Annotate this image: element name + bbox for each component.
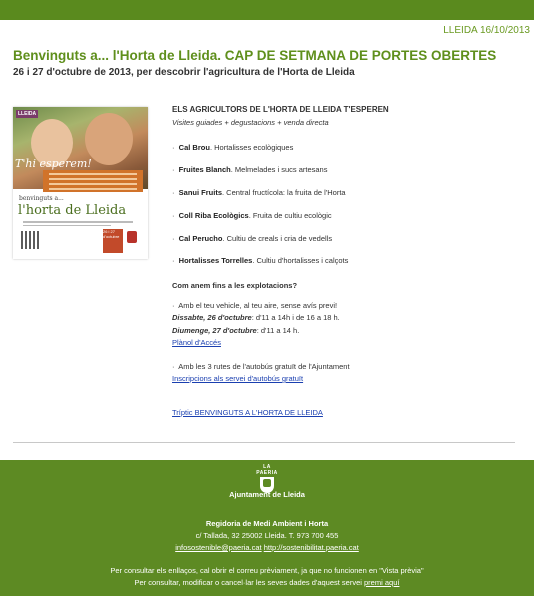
farm-name: Sanui Fruits <box>178 188 223 197</box>
farm-name: Cal Brou <box>178 143 210 152</box>
date-label: LLEIDA 16/10/2013 <box>443 25 530 36</box>
farm-item: · Fruites Blanch. Melmelades i sucs artesans <box>172 165 328 174</box>
farm-name: Cal Perucho <box>178 234 223 243</box>
sunday-label: Diumenge, 27 d'octubre <box>172 326 257 335</box>
dept-name: Regidoria de Medi Ambient i Horta <box>205 519 329 528</box>
poster-name: l'horta de Lleida <box>18 203 127 218</box>
farm-item: · Sanui Fruits. Central fructícola: la fruita de l'Horta <box>172 188 346 197</box>
farm-desc: . Central fructícola: la fruita de l'Horta <box>222 188 346 197</box>
intro-text: Visites guiades + degustacions + venda directa <box>172 118 329 127</box>
page-subtitle: 26 i 27 d'octubre de 2013, per descobrir l'agricultura de l'Horta de Lleida <box>13 67 355 78</box>
poster-welcome: benvinguts a... <box>19 195 64 202</box>
farm-item: · Coll Riba Ecològics. Fruita de cultiu ecològic <box>172 211 332 220</box>
manage-data-link[interactable]: premi aquí <box>364 578 400 587</box>
footer <box>0 460 534 596</box>
saturday-label: Dissabte, 26 d'octubre <box>172 313 252 322</box>
triptic-line <box>172 408 323 417</box>
bus-text: Amb les 3 rutes de l'autobús gratuït de l'Ajuntament <box>178 362 350 371</box>
email-link[interactable]: infosostenible@paeria.cat <box>175 543 262 552</box>
farm-name: Fruites Blanch <box>178 165 231 174</box>
farm-desc: . Melmelades i sucs artesans <box>230 165 328 174</box>
farm-item: · Cal Brou. Hortalisses ecològiques <box>172 143 294 152</box>
sunday-time: : d'11 a 14 h. <box>256 326 300 335</box>
poster-brand: LLEIDA <box>18 111 37 117</box>
section-title: ELS AGRICULTORS DE L'HORTA DE LLEIDA T'ESPEREN <box>172 105 389 114</box>
bus-line: · Amb les 3 rutes de l'autobús gratuït de l'Ajuntament <box>172 362 350 371</box>
vehicle-text: Amb el teu vehicle, al teu aire, sense avís previ! <box>178 301 338 310</box>
farm-desc: . Fruita de cultiu ecològic <box>248 211 332 220</box>
access-map-link[interactable]: Plànol d'Accés <box>172 338 221 347</box>
unsubscribe-note: Per consultar, modificar o cancel·lar les seves dades d'aquest servei premi aquí <box>134 578 400 587</box>
sunday-hours <box>172 326 299 335</box>
farm-desc: . Cultiu d'hortalisses i calçots <box>252 256 349 265</box>
event-poster-image <box>13 107 148 259</box>
address: c/ Tallada, 32 25002 Lleida. T. 973 700 455 <box>195 531 339 540</box>
top-banner <box>0 0 534 20</box>
saturday-time: : d'11 a 14h i de 16 a 18 h. <box>251 313 340 322</box>
crest-label: LA PAERIA <box>256 464 278 476</box>
bus-signup-link[interactable]: Inscripcions als servei d'autobús gratuït <box>172 374 304 383</box>
page-title: Benvinguts a... l'Horta de Lleida. CAP DE SETMANA DE PORTES OBERTES <box>13 48 497 63</box>
farm-item: · Hortalisses Torrelles. Cultiu d'hortalisses i calçots <box>172 256 349 265</box>
poster-text-lines <box>23 221 133 228</box>
org-name: Ajuntament de Lleida <box>229 490 305 499</box>
farm-name: Hortalisses Torrelles <box>178 256 253 265</box>
poster-dates: 26 i 27 d'octubre <box>103 229 123 253</box>
farm-desc: . Cultiu de creals i cria de vedells <box>222 234 333 243</box>
contact-links <box>0 543 534 552</box>
divider <box>13 442 515 443</box>
vehicle-line: · Amb el teu vehicle, al teu aire, sense avís previ! <box>172 301 338 310</box>
poster-tagline: T'hi esperem! <box>15 157 92 170</box>
website-link[interactable]: http://sostenibilitat.paeria.cat <box>263 543 359 552</box>
farm-name: Coll Riba Ecològics <box>178 211 249 220</box>
poster-info-box <box>43 170 143 192</box>
farm-item: · Cal Perucho. Cultiu de creals i cria de vedells <box>172 234 333 243</box>
bus-link-line <box>172 374 303 383</box>
qr-code-icon <box>21 231 39 249</box>
links-note: Per consultar els enllaços, cal obrir el correu prèviament, ja que no funcionen en "Vista prèvia" <box>110 566 424 575</box>
paeria-crest-icon <box>253 464 281 493</box>
map-link-line <box>172 338 221 347</box>
farmer-face <box>85 113 133 165</box>
saturday-hours <box>172 313 340 322</box>
farm-desc: . Hortalisses ecològiques <box>209 143 294 152</box>
triptic-link[interactable]: Tríptic BENVINGUTS A L'HORTA DE LLEIDA <box>172 408 323 417</box>
transport-question: Com anem fins a les explotacions? <box>172 281 298 290</box>
city-seal-icon <box>127 231 137 243</box>
